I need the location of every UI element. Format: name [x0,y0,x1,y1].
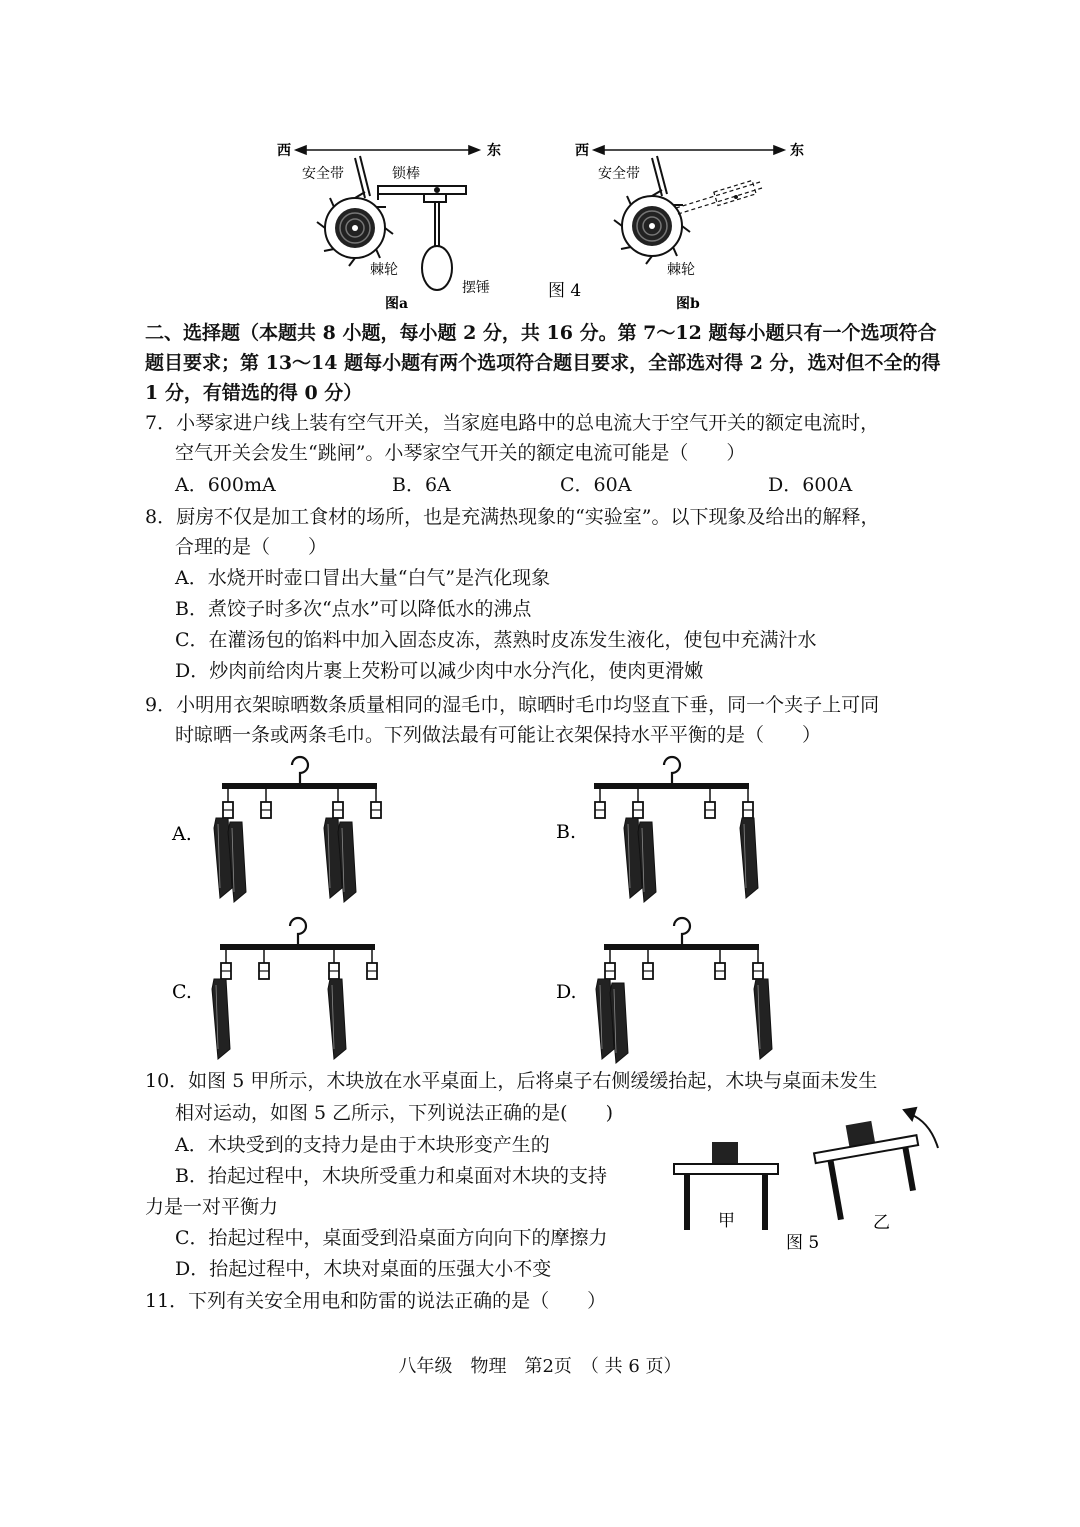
q10-option-a: A．木块受到的支持力是由于木块形变产生的 [175,1134,550,1156]
q9-hanger-b [594,757,758,902]
figure-4a-pendulum-label: 摆锤 [462,280,490,296]
q7-option-a: A．600mA [175,474,276,496]
q9-hanger-a [214,757,381,902]
q7-stem-line1: 7．小琴家进户线上装有空气开关，当家庭电路中的总电流大于空气开关的额定电流时， [145,412,880,434]
q9-hanger-d [596,918,772,1063]
q7-option-d: D．600A [768,474,853,496]
q9-hanger-figures [0,740,1080,1080]
figure-4b-direction-axis [594,146,784,154]
figure-4a-ratchet-label: 棘轮 [370,262,398,278]
figure-4a-seatbelt-label: 安全带 [302,166,344,182]
q10-stem-line1: 10．如图 5 甲所示，木块放在水平桌面上，后将桌子右侧缓缓抬起，木块与桌面未发生 [145,1070,878,1092]
q9-option-d-label: D. [556,981,577,1003]
figure-5-table-yi [810,1114,928,1223]
q9-hanger-c [212,918,377,1059]
figure-4a-label: 图a [385,296,409,312]
figure-5-caption: 图 5 [786,1233,820,1253]
figure-4 [0,0,1080,320]
figure-4a-pendulum [422,188,452,290]
q10-stem-line2: 相对运动，如图 5 乙所示，下列说法正确的是( ) [175,1102,613,1124]
figure-5-yi-label: 乙 [873,1213,890,1233]
figure-5-jia-label: 甲 [718,1211,735,1231]
figure-4b-swung-pendulum [676,180,762,214]
q11-stem: 11．下列有关安全用电和防雷的说法正确的是（ ） [145,1290,607,1312]
q8-stem-line2: 合理的是（ ） [175,536,328,558]
q10-option-c: C．抬起过程中，桌面受到沿桌面方向向下的摩擦力 [175,1227,608,1249]
figure-4a-east-label: 东 [487,143,501,159]
q8-option-b: B．煮饺子时多次“点水”可以降低水的沸点 [175,598,532,620]
figure-4a-west-label: 西 [277,143,291,159]
q9-option-b-label: B. [556,821,577,843]
q9-stem-line2: 时晾晒一条或两条毛巾。下列做法最有可能让衣架保持水平平衡的是（ ） [175,724,822,746]
figure-4a-ratchet [317,192,393,266]
q10-option-b-line1: B．抬起过程中，木块所受重力和桌面对木块的支持 [175,1165,607,1187]
figure-4a-direction-axis [296,146,479,154]
q9-option-a-label: A. [172,823,192,845]
figure-4a-lock-rod [378,186,466,200]
figure-4-caption: 图 4 [548,281,582,301]
figure-4b-west-label: 西 [575,143,589,159]
q10-option-b-line2: 力是一对平衡力 [145,1196,279,1218]
q8-option-d: D．炒肉前给肉片裹上芡粉可以减少肉中水分汽化，使肉更滑嫩 [175,660,704,682]
figure-4a-lockrod-label: 锁棒 [392,166,420,182]
figure-4b-east-label: 东 [790,143,804,159]
figure-5 [660,1090,960,1270]
q10-option-d: D．抬起过程中，木块对桌面的压强大小不变 [175,1258,552,1280]
q9-option-c-label: C. [172,981,192,1003]
q7-option-c: C．60A [560,474,632,496]
page-footer: 八年级 物理 第2页 （ 共 6 页） [398,1356,682,1377]
section-heading: 二、选择题（本题共 8 小题，每小题 2 分，共 16 分。第 7～12 题每小题只有一个选项符合题目要求；第 13～14 题每小题有两个选项符合题目要求，全部选对得 2 分，选对但不全的得 1 分，有错选的得 0 分） [145,322,941,404]
q8-option-c: C．在灌汤包的馅料中加入固态皮冻，蒸熟时皮冻发生液化，使包中充满汁水 [175,629,817,651]
q7-option-b: B．6A [392,474,451,496]
figure-4a-seatbelt-strap [355,156,370,198]
figure-4b-ratchet-label: 棘轮 [667,262,695,278]
figure-4b-seatbelt-label: 安全带 [598,166,640,182]
q9-stem-line1: 9．小明用衣架晾晒数条质量相同的湿毛巾，晾晒时毛巾均竖直下垂，同一个夹子上可同 [145,694,880,716]
figure-4b-seatbelt-strap [652,156,667,196]
q7-stem-line2: 空气开关会发生“跳闸”。小琴家空气开关的额定电流可能是（ ） [175,442,746,464]
figure-4b-ratchet [614,190,690,264]
figure-4b-label: 图b [676,296,700,312]
q8-stem-line1: 8．厨房不仅是加工食材的场所，也是充满热现象的“实验室”。以下现象及给出的解释， [145,506,880,528]
q8-option-a: A．水烧开时壶口冒出大量“白气”是汽化现象 [175,567,551,589]
